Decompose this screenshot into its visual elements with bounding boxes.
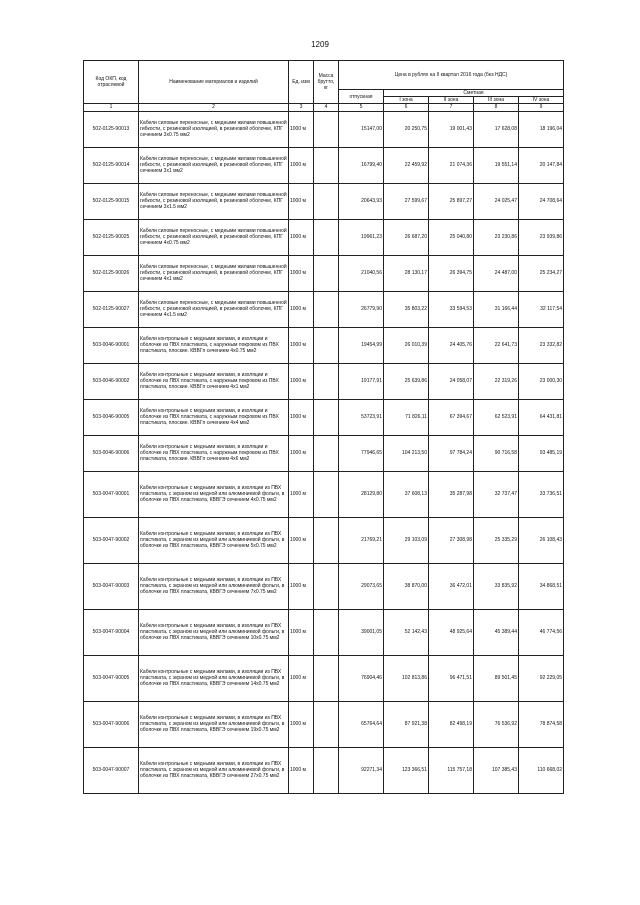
item-code: 503-0046-90002 (84, 363, 139, 399)
price-release: 53723,91 (339, 399, 384, 435)
item-name: Кабели силовые переносные, с медными жилами повышенной гибкости, с резиновой изоляцией, в резиновой оболочке, КПГ сечением 3х1.5 мм2 (139, 183, 289, 219)
price-zone-2: 24 058,07 (429, 363, 474, 399)
item-code: 502-0125-90025 (84, 219, 139, 255)
price-release: 19177,91 (339, 363, 384, 399)
price-zone-4: 33 736,51 (519, 471, 564, 517)
price-zone-2: 82 498,19 (429, 701, 474, 747)
item-code: 503-0047-90007 (84, 747, 139, 793)
price-zone-1: 123 366,51 (384, 747, 429, 793)
item-mass (314, 147, 339, 183)
header-estimated: Сметная (384, 90, 564, 97)
table-row (84, 183, 564, 219)
price-release: 26779,90 (339, 291, 384, 327)
table-row (84, 435, 564, 471)
price-zone-4: 26 108,43 (519, 517, 564, 563)
item-code: 502-0125-90027 (84, 291, 139, 327)
item-code: 503-0047-90006 (84, 701, 139, 747)
item-unit: 1000 м (289, 255, 314, 291)
price-release: 21769,21 (339, 517, 384, 563)
item-name: Кабели контрольные с медными жилами, в изоляции из ПВХ пластиката, с экраном из медной или алюминиевой фольги, в оболочке из ПВХ пластиката, КВВГЭ сечением 4х0.75 мм2 (139, 471, 289, 517)
table-row (84, 655, 564, 701)
item-code: 503-0046-90006 (84, 435, 139, 471)
item-code: 502-0125-90013 (84, 111, 139, 147)
item-mass (314, 399, 339, 435)
price-zone-3: 32 737,47 (474, 471, 519, 517)
price-zone-1: 35 803,22 (384, 291, 429, 327)
item-code: 503-0046-90001 (84, 327, 139, 363)
item-code: 503-0047-90005 (84, 655, 139, 701)
item-mass (314, 563, 339, 609)
item-mass (314, 655, 339, 701)
price-release: 76904,46 (339, 655, 384, 701)
item-unit: 1000 м (289, 471, 314, 517)
item-mass (314, 609, 339, 655)
price-zone-4: 24 708,64 (519, 183, 564, 219)
header-unit: Ед. изм (289, 61, 314, 104)
price-zone-2: 21 074,36 (429, 147, 474, 183)
table-row (84, 291, 564, 327)
table-row (84, 255, 564, 291)
item-name: Кабели контрольные с медными жилами, в изоляции из ПВХ пластиката, с экраном из медной или алюминиевой фольги, в оболочке из ПВХ пластиката, КВВГЭ сечением 14х0.75 мм2 (139, 655, 289, 701)
table-row (84, 609, 564, 655)
item-name: Кабели силовые переносные, с медными жилами повышенной гибкости, с резиновой изоляцией, в резиновой оболочке, КПГ сечением 4х0.75 мм2 (139, 219, 289, 255)
price-zone-2: 24 405,76 (429, 327, 474, 363)
price-zone-4: 93 485,19 (519, 435, 564, 471)
header-release: отпускная (339, 90, 384, 104)
price-zone-3: 90 716,58 (474, 435, 519, 471)
price-zone-1: 26 687,20 (384, 219, 429, 255)
item-mass (314, 111, 339, 147)
price-zone-2: 35 287,98 (429, 471, 474, 517)
table-row (84, 111, 564, 147)
price-zone-1: 28 130,17 (384, 255, 429, 291)
item-unit: 1000 м (289, 111, 314, 147)
price-zone-3: 24 487,00 (474, 255, 519, 291)
price-release: 19961,23 (339, 219, 384, 255)
price-release: 16799,40 (339, 147, 384, 183)
price-release: 19454,99 (339, 327, 384, 363)
price-zone-3: 76 536,92 (474, 701, 519, 747)
price-zone-2: 36 472,01 (429, 563, 474, 609)
header-zone-1: I зона (384, 97, 429, 104)
item-unit: 1000 м (289, 563, 314, 609)
column-number-row (84, 104, 564, 111)
item-name: Кабели контрольные с медными жилами, в изоляции из ПВХ пластиката, с экраном из медной или алюминиевой фольги, в оболочке из ПВХ пластиката, КВВГЭ сечением 7х0.75 мм2 (139, 563, 289, 609)
price-release: 92271,34 (339, 747, 384, 793)
price-zone-2: 96 471,51 (429, 655, 474, 701)
item-mass (314, 435, 339, 471)
table-row (84, 563, 564, 609)
column-number: 5 (339, 104, 384, 111)
price-zone-4: 78 874,58 (519, 701, 564, 747)
item-unit: 1000 м (289, 435, 314, 471)
price-zone-4: 25 234,27 (519, 255, 564, 291)
header-zone-4: IV зона (519, 97, 564, 104)
table-row (84, 517, 564, 563)
header-code: Код ОКП, код отраслевой (84, 61, 139, 104)
price-zone-4: 110 668,02 (519, 747, 564, 793)
item-mass (314, 471, 339, 517)
price-zone-4: 92 229,05 (519, 655, 564, 701)
column-number: 6 (384, 104, 429, 111)
price-zone-1: 87 921,38 (384, 701, 429, 747)
price-zone-1: 104 213,50 (384, 435, 429, 471)
column-number: 2 (139, 104, 289, 111)
item-unit: 1000 м (289, 363, 314, 399)
header-price-group: Цена в рублях на II квартал 2016 года (без НДС) (339, 61, 564, 90)
header-zone-2: II зона (429, 97, 474, 104)
table-row (84, 327, 564, 363)
item-mass (314, 747, 339, 793)
price-zone-2: 19 001,43 (429, 111, 474, 147)
price-zone-4: 32 117,54 (519, 291, 564, 327)
price-zone-1: 25 639,86 (384, 363, 429, 399)
item-unit: 1000 м (289, 219, 314, 255)
item-unit: 1000 м (289, 291, 314, 327)
price-zone-2: 25 040,80 (429, 219, 474, 255)
price-release: 20643,93 (339, 183, 384, 219)
price-zone-2: 67 394,67 (429, 399, 474, 435)
item-name: Кабели силовые переносные, с медными жилами повышенной гибкости, с резиновой изоляцией, в резиновой оболочке, КПГ сечением 4х1.5 мм2 (139, 291, 289, 327)
price-zone-2: 48 925,64 (429, 609, 474, 655)
item-mass (314, 183, 339, 219)
item-mass (314, 327, 339, 363)
price-zone-1: 71 826,11 (384, 399, 429, 435)
header-name: Наименование материалов и изделий (139, 61, 289, 104)
item-code: 502-0125-90015 (84, 183, 139, 219)
price-zone-4: 18 196,04 (519, 111, 564, 147)
table-row (84, 219, 564, 255)
price-zone-1: 27 599,67 (384, 183, 429, 219)
price-zone-2: 115 757,18 (429, 747, 474, 793)
price-table (83, 60, 564, 794)
price-zone-1: 38 870,00 (384, 563, 429, 609)
item-unit: 1000 м (289, 655, 314, 701)
price-zone-1: 29 103,09 (384, 517, 429, 563)
item-name: Кабели контрольные с медными жилами, в изоляции и оболочке из ПВХ пластиката, с наружным покровом из ПВХ пластиката, плоские. КВВГп сечением 4х4 мм2 (139, 399, 289, 435)
price-zone-3: 24 025,47 (474, 183, 519, 219)
price-zone-3: 19 551,14 (474, 147, 519, 183)
item-name: Кабели контрольные с медными жилами, в изоляции из ПВХ пластиката, с экраном из медной или алюминиевой фольги, в оболочке из ПВХ пластиката, КВВГЭ сечением 19х0.75 мм2 (139, 701, 289, 747)
table-body (84, 111, 564, 793)
item-mass (314, 291, 339, 327)
item-name: Кабели контрольные с медными жилами, в изоляции из ПВХ пластиката, с экраном из медной или алюминиевой фольги, в оболочке из ПВХ пластиката, КВВГЭ сечением 5х0.75 мм2 (139, 517, 289, 563)
item-unit: 1000 м (289, 327, 314, 363)
item-code: 503-0047-90001 (84, 471, 139, 517)
price-release: 15147,00 (339, 111, 384, 147)
price-zone-3: 22 319,26 (474, 363, 519, 399)
price-zone-3: 17 628,08 (474, 111, 519, 147)
item-mass (314, 255, 339, 291)
price-zone-4: 34 868,51 (519, 563, 564, 609)
price-release: 21040,56 (339, 255, 384, 291)
table-row (84, 147, 564, 183)
column-number: 8 (474, 104, 519, 111)
item-name: Кабели силовые переносные, с медными жилами повышенной гибкости, с резиновой изоляцией, в резиновой оболочке, КПГ сечением 4х1 мм2 (139, 255, 289, 291)
item-mass (314, 363, 339, 399)
price-zone-3: 25 335,29 (474, 517, 519, 563)
table-row (84, 471, 564, 517)
price-zone-4: 64 431,81 (519, 399, 564, 435)
price-zone-3: 22 641,73 (474, 327, 519, 363)
item-unit: 1000 м (289, 399, 314, 435)
price-zone-1: 26 010,39 (384, 327, 429, 363)
item-unit: 1000 м (289, 147, 314, 183)
price-release: 29073,65 (339, 563, 384, 609)
item-mass (314, 219, 339, 255)
price-zone-4: 23 332,82 (519, 327, 564, 363)
price-zone-4: 23 000,30 (519, 363, 564, 399)
price-release: 65764,64 (339, 701, 384, 747)
price-zone-4: 20 147,84 (519, 147, 564, 183)
price-zone-2: 26 394,75 (429, 255, 474, 291)
item-code: 503-0046-90005 (84, 399, 139, 435)
item-name: Кабели силовые переносные, с медными жилами повышенной гибкости, с резиновой изоляцией, в резиновой оболочке, КПГ сечением 3х0.75 мм2 (139, 111, 289, 147)
table-row (84, 747, 564, 793)
item-unit: 1000 м (289, 517, 314, 563)
header-mass: Масса брутто, кг (314, 61, 339, 104)
item-name: Кабели контрольные с медными жилами, в изоляции и оболочке из ПВХ пластиката, с наружным покровом из ПВХ пластиката, плоские. КВВГп сечением 4х0.75 мм2 (139, 327, 289, 363)
item-unit: 1000 м (289, 747, 314, 793)
column-number: 3 (289, 104, 314, 111)
item-mass (314, 517, 339, 563)
item-name: Кабели контрольные с медными жилами, в изоляции из ПВХ пластиката, с экраном из медной или алюминиевой фольги, в оболочке из ПВХ пластиката, КВВГЭ сечением 27х0.75 мм2 (139, 747, 289, 793)
price-zone-2: 27 308,98 (429, 517, 474, 563)
price-zone-4: 23 939,86 (519, 219, 564, 255)
table-row (84, 701, 564, 747)
column-number: 1 (84, 104, 139, 111)
price-release: 39001,05 (339, 609, 384, 655)
header-zone-3: III зона (474, 97, 519, 104)
item-name: Кабели контрольные с медными жилами, в изоляции и оболочке из ПВХ пластиката, с наружным покровом из ПВХ пластиката, плоские. КВВГп сечением 4х1 мм2 (139, 363, 289, 399)
price-zone-1: 22 459,92 (384, 147, 429, 183)
table-row (84, 399, 564, 435)
price-zone-3: 89 501,45 (474, 655, 519, 701)
price-release: 28129,80 (339, 471, 384, 517)
price-zone-3: 107 385,43 (474, 747, 519, 793)
price-zone-3: 62 523,91 (474, 399, 519, 435)
price-zone-1: 52 142,43 (384, 609, 429, 655)
item-unit: 1000 м (289, 701, 314, 747)
item-code: 502-0125-90014 (84, 147, 139, 183)
price-zone-3: 31 166,44 (474, 291, 519, 327)
price-zone-4: 46 774,56 (519, 609, 564, 655)
item-mass (314, 701, 339, 747)
page-number: 1209 (311, 40, 329, 49)
column-number: 7 (429, 104, 474, 111)
item-code: 503-0047-90004 (84, 609, 139, 655)
price-zone-2: 25 897,27 (429, 183, 474, 219)
item-code: 502-0125-90026 (84, 255, 139, 291)
price-zone-1: 102 813,86 (384, 655, 429, 701)
price-zone-3: 33 835,92 (474, 563, 519, 609)
price-zone-1: 20 250,75 (384, 111, 429, 147)
price-zone-3: 23 230,86 (474, 219, 519, 255)
price-zone-3: 45 389,44 (474, 609, 519, 655)
price-zone-1: 37 608,13 (384, 471, 429, 517)
item-name: Кабели контрольные с медными жилами, в изоляции из ПВХ пластиката, с экраном из медной или алюминиевой фольги, в оболочке из ПВХ пластиката, КВВГЭ сечением 10х0.75 мм2 (139, 609, 289, 655)
item-code: 503-0047-90002 (84, 517, 139, 563)
price-zone-2: 97 784,24 (429, 435, 474, 471)
price-zone-2: 33 594,53 (429, 291, 474, 327)
item-code: 503-0047-90003 (84, 563, 139, 609)
item-unit: 1000 м (289, 183, 314, 219)
price-release: 77946,65 (339, 435, 384, 471)
item-name: Кабели силовые переносные, с медными жилами повышенной гибкости, с резиновой изоляцией, в резиновой оболочке, КПГ сечением 3х1 мм2 (139, 147, 289, 183)
table-row (84, 363, 564, 399)
item-name: Кабели контрольные с медными жилами, в изоляции и оболочке из ПВХ пластиката, с наружным покровом из ПВХ пластиката, плоские. КВВГп сечением 4х6 мм2 (139, 435, 289, 471)
column-number: 4 (314, 104, 339, 111)
column-number: 9 (519, 104, 564, 111)
item-unit: 1000 м (289, 609, 314, 655)
